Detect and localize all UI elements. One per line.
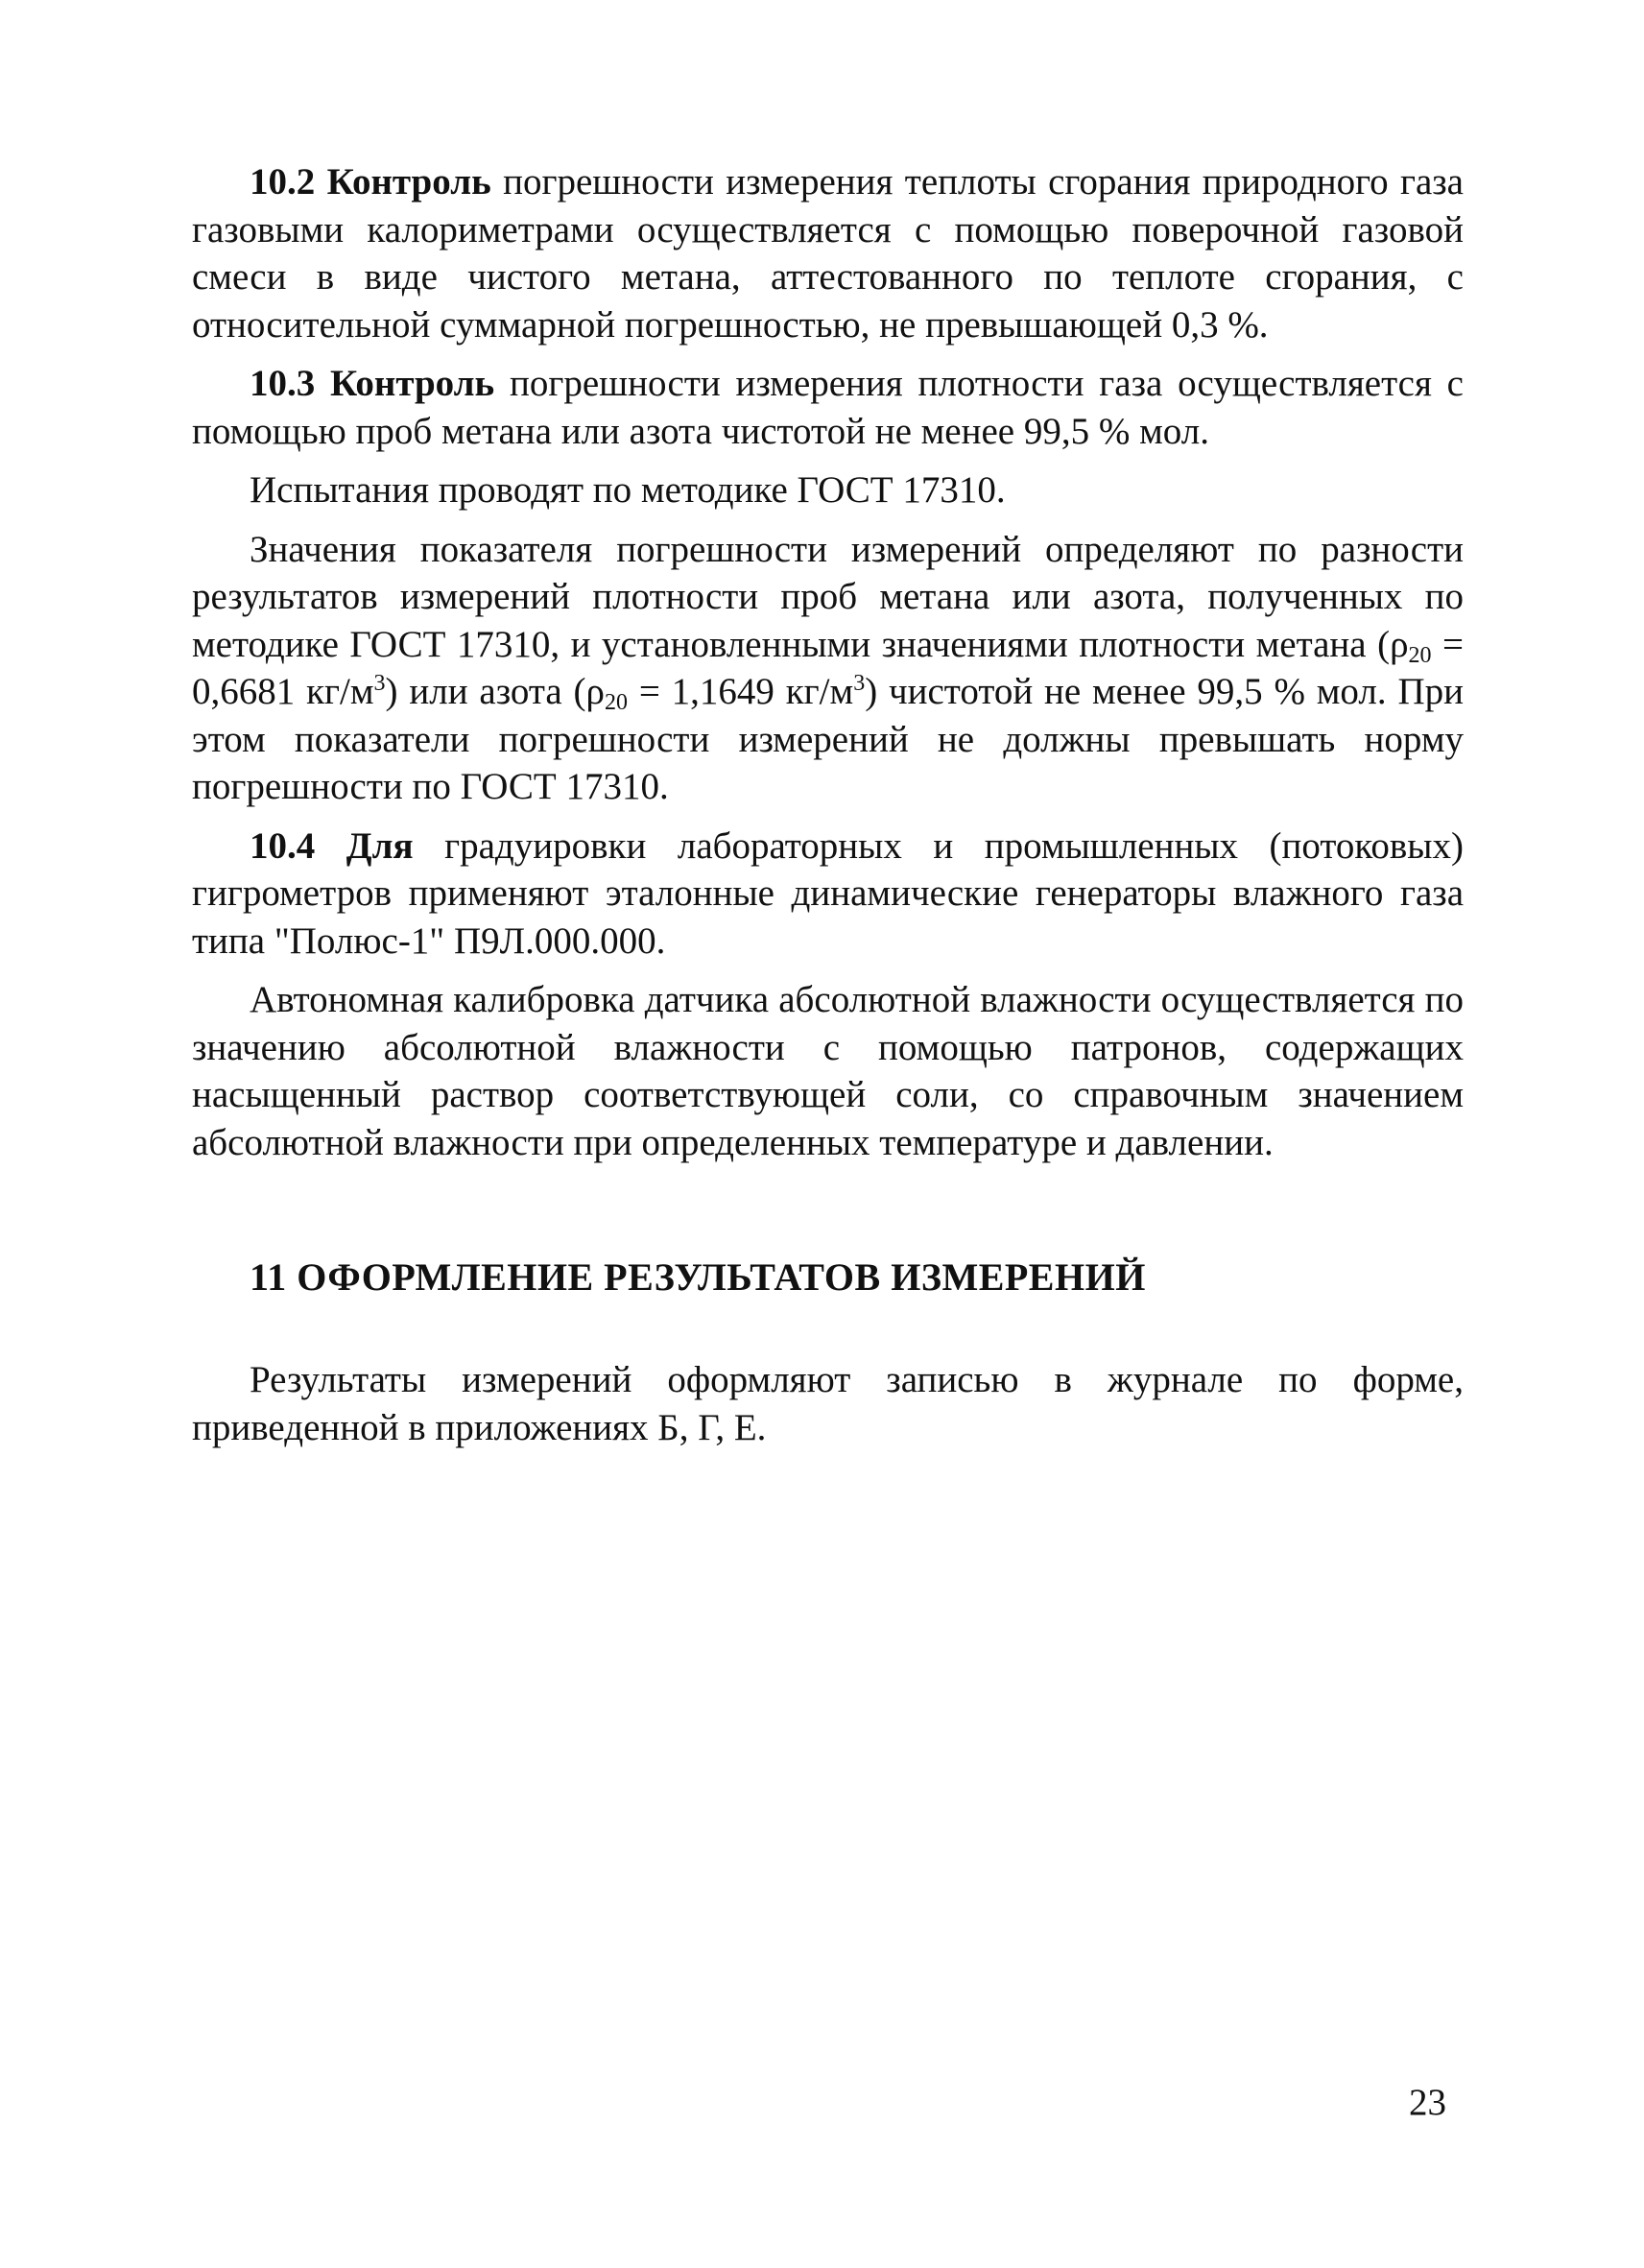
paragraph-tests: Испытания проводят по методике ГОСТ 17310.	[250, 469, 1006, 511]
text-part: = 0,6681 кг/м	[192, 623, 1464, 712]
paragraph-text: погрешности измерения плотности газа осуществляется с помощью проб метана или азота чистотой не менее 99,5 % мол.	[192, 363, 1464, 452]
superscript-3: 3	[853, 671, 866, 696]
clause-number: 10.3	[250, 363, 316, 404]
paragraph-11: Результаты измерений оформляют записью в журнале по форме, приведенной в приложениях Б, Г, Е.	[192, 1359, 1464, 1448]
clause-number: 10.2	[250, 161, 316, 203]
clause-number: 10.4	[250, 824, 316, 867]
clause-lead-word: Для	[345, 824, 414, 867]
paragraph-10-4	[192, 823, 1464, 966]
page-number: 23	[1409, 2082, 1446, 2123]
text-part: Значения показателя погрешности измерений определяют по разности результатов измерений плотности проб метана или азота, полученных по методике ГОСТ 17310, и установленными значениями плотности метана (ρ	[192, 528, 1464, 665]
text-part: = 1,1649 кг/м	[627, 671, 854, 712]
clause-lead-word: Контроль	[326, 161, 491, 203]
section-heading-11: 11 ОФОРМЛЕНИЕ РЕЗУЛЬТАТОВ ИЗМЕРЕНИЙ	[250, 1255, 1146, 1299]
paragraph-text: градуировки лабораторных и промышленных (потоковых) гигрометров применяют эталонные динамические генераторы влажного газа типа "Полюс-1" П9Л.000.000.	[192, 824, 1464, 962]
paragraph-text: погрешности измерения теплоты сгорания природного газа газовыми калориметрами осуществляется с помощью поверочной газовой смеси в виде чистого метана, аттестованного по теплоте сгорания, с относительной суммарной погрешностью, не превышающей 0,3 %.	[192, 161, 1464, 346]
subscript-20: 20	[1408, 642, 1432, 668]
superscript-3: 3	[373, 671, 386, 696]
paragraph-autonomous-calibration: Автономная калибровка датчика абсолютной влажности осуществляется по значению абсолютной влажности с помощью патронов, содержащих насыщенный раствор соответствующей соли, со справочным значением абсолютной влажности при определенных температуре и давлении.	[192, 979, 1464, 1163]
text-part: ) чистотой не менее 99,5 % мол. При этом показатели погрешности измерений не должны превышать норму погрешности по ГОСТ 17310.	[192, 671, 1464, 807]
paragraph-10-3	[192, 360, 1464, 455]
text-part: ) или азота (ρ	[385, 671, 605, 712]
page-content	[192, 158, 1464, 1463]
paragraph-10-2	[192, 158, 1464, 348]
clause-lead-word: Контроль	[330, 363, 495, 404]
subscript-20: 20	[604, 690, 628, 715]
paragraph-density-values	[192, 526, 1464, 811]
